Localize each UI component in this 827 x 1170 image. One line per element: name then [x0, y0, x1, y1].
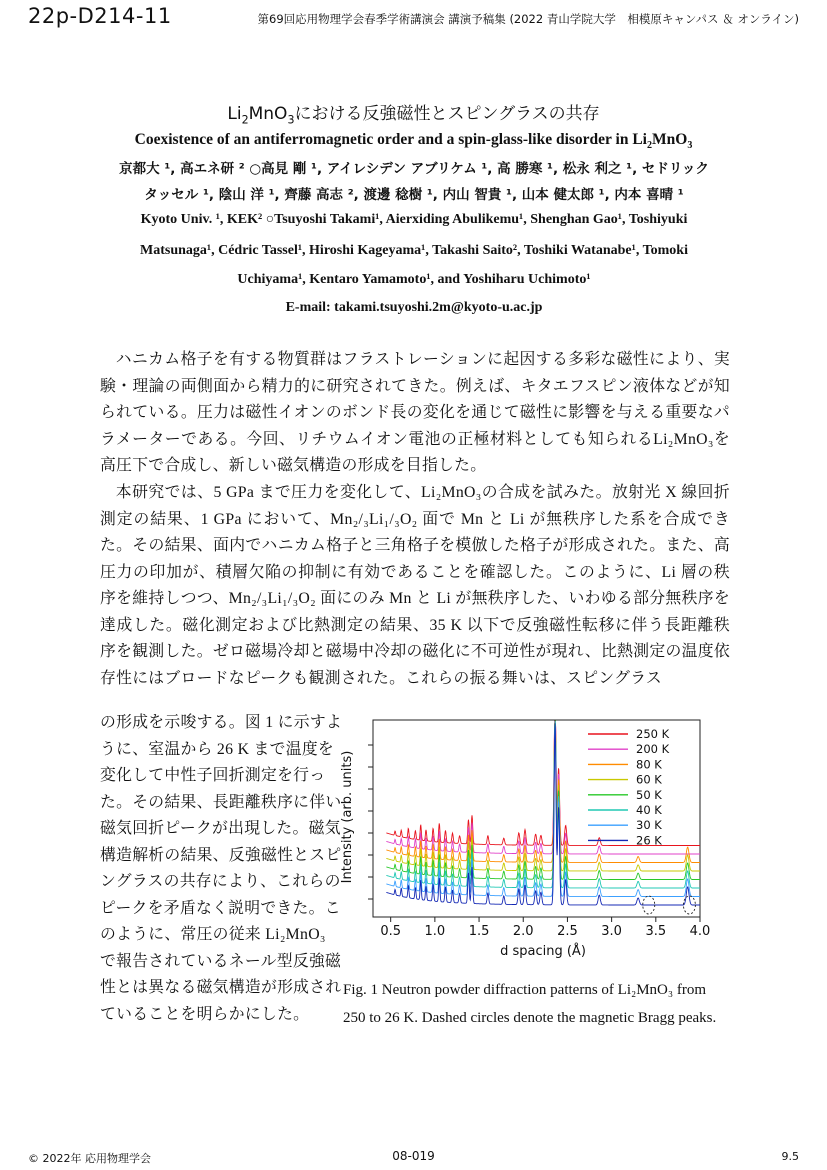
x-tick-label: 2.5: [557, 924, 578, 939]
x-axis-label: d spacing (Å): [500, 944, 586, 959]
legend-label: 80 K: [636, 757, 662, 772]
footer-right-number: 9.5: [781, 1150, 799, 1163]
authors-en-line2: Matsunaga¹, Cédric Tassel¹, Hiroshi Kageyama¹, Takashi Saito², Toshiki Watanabe¹, Tomoki: [140, 243, 688, 258]
conference-header: 第69回応用物理学会春季学術講演会 講演予稿集 (2022 青山学院大学 相模原キャンパス ＆ オンライン): [257, 12, 799, 26]
x-tick-label: 2.0: [512, 924, 534, 939]
paragraph-2-continued: の形成を示唆する。図 1 に示すように、室温から 26 K まで温度を変化して中性子回折測定を行った。その結果、長距離秩序に伴い磁気回折ピークが出現した。磁気構造解析の結果、反強磁性とスピングラスの共存により、これらのピークを矛盾なく説明できた。このように、常圧の従来 Li₂MnO₃ で報告されているネール型反強磁性とは異なる磁気構造が形成されていることを明らかにした。: [100, 714, 343, 1023]
y-axis-label: Intensity (arb. units): [340, 750, 355, 884]
authors-en-line3: Uchiyama¹, Kentaro Yamamoto¹, and Yoshiharu Uchimoto¹: [237, 272, 591, 287]
legend-label: 50 K: [636, 787, 662, 802]
paragraph-1: ハニカム格子を有する物質群はフラストレーションに起因する多彩な磁性により、実験・理論の両側面から精力的に研究されてきた。例えば、キタエフスピン液体などが知られている。圧力は磁性イオンのボンド長の変化を通じて磁性に影響を与える重要なパラメーターである。今回、リチウムイオン電池の正極材料としても知られるLi₂MnO₃を高圧下で合成し、新しい磁気構造の形成を目指した。: [100, 351, 730, 474]
legend-label: 60 K: [636, 772, 662, 787]
email: E-mail: takami.tsuyoshi.2m@kyoto-u.ac.jp: [285, 300, 543, 315]
authors-jp-line2: タッセル ¹, 陰山 洋 ¹, 齊藤 高志 ², 渡邊 稔樹 ¹, 内山 智貴 ¹, 山本 健太郎 ¹, 内本 喜晴 ¹: [144, 187, 684, 203]
legend-label: 40 K: [636, 803, 662, 817]
legend-label: 30 K: [636, 818, 662, 833]
x-tick-label: 4.0: [689, 924, 710, 939]
footer-page-number: 08-019: [392, 1149, 435, 1163]
x-tick-label: 1.5: [468, 924, 490, 939]
legend-label: 250 K: [636, 727, 670, 741]
title-english: Coexistence of an antiferromagnetic order and a spin-glass-like disorder in $Li_2MnO_3$: [134, 131, 693, 152]
x-tick-label: 0.5: [380, 924, 402, 939]
legend-label: 26 K: [636, 833, 662, 848]
x-tick-label: 1.0: [424, 924, 446, 939]
x-tick-label: 3.0: [601, 924, 622, 939]
figure-caption: Fig. 1 Neutron powder diffraction patterns of Li₂MnO₃ from 250 to 26 K. Dashed circles denote the magnetic Bragg peaks.: [343, 982, 717, 1026]
paragraph-2: 本研究では、5 GPa まで圧力を変化して、Li₂MnO₃の合成を試みた。放射光 X 線回折測定の結果、1 GPa において、Mn₂/₃Li₁/₃O₂ 面で Mn と Li が無秩序した系を合成できた。その結果、面内でハニカム格子と三角格子を模倣した格子が形成された。また、高圧力の印加が、積層欠陥の抑制に有効であることを確認した。このように、Li 層の秩序を維持しつつ、Mn₂/₃Li₁/₃O₂ 面にのみ Mn と Li が無秩序した、いわゆる部分無秩序を達成した。磁化測定および比熱測定の結果、35 K 以下で反強磁性転移に伴う長距離秩序を観測した。ゼロ磁場冷却と磁場中冷却の磁化に不可逆性が現れ、比熱測定の温度依存性にはブロードなピークも観測された。これらの振る舞いは、スピングラス: [100, 484, 730, 687]
diffraction-chart: [338, 712, 710, 962]
footer-copyright: © 2022年 応用物理学会: [28, 1152, 151, 1165]
abstract-id: 22p-D214-11: [28, 4, 172, 28]
legend-label: 200 K: [636, 742, 670, 757]
authors-en-line1: Kyoto Univ. ¹, KEK² ○Tsuyoshi Takami¹, Aierxiding Abulikemu¹, Shenghan Gao¹, Toshiyuki: [140, 212, 688, 227]
title-japanese: $Li_2MnO_3$における反強磁性とスピングラスの共存: [227, 104, 600, 127]
authors-jp-line1: 京都大 ¹, 高エネ研 ² ○高見 剛 ¹, アイレシデン アブリケム ¹, 高 勝寒 ¹, 松永 利之 ¹, セドリック: [119, 161, 709, 177]
x-tick-label: 3.5: [645, 924, 667, 939]
